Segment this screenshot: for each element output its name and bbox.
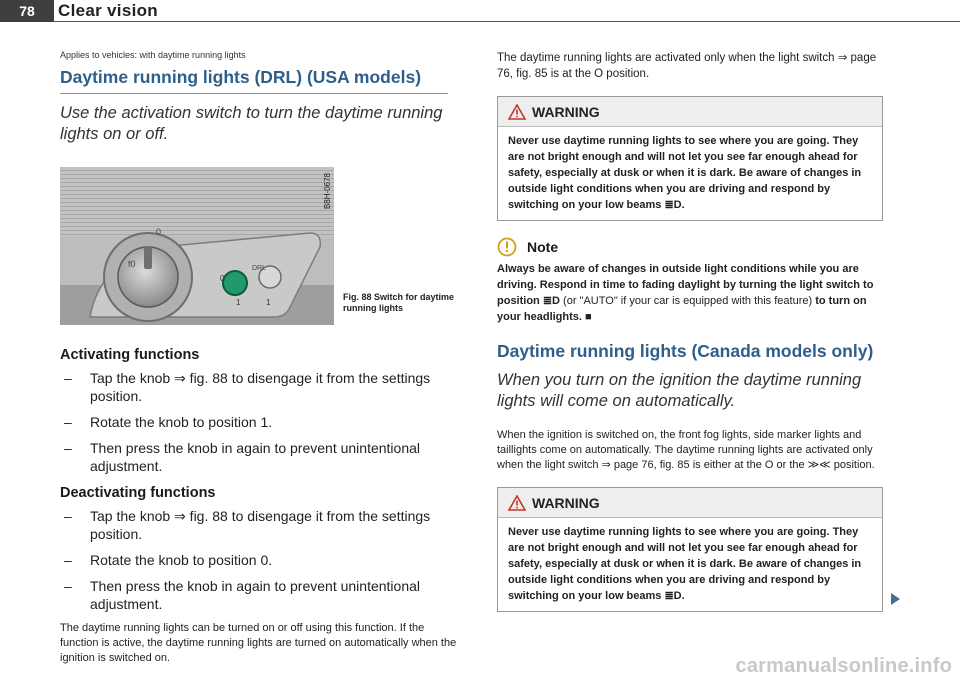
svg-text:1: 1: [236, 298, 241, 307]
activating-title: Activating functions: [60, 347, 200, 363]
list-item: – Tap the knob ⇒ fig. 88 to disengage it from the settings position.: [60, 507, 460, 543]
continue-arrow-icon[interactable]: [891, 593, 900, 605]
list-item: – Rotate the knob to position 1.: [60, 413, 460, 431]
deactivating-steps: [60, 507, 460, 613]
activating-steps: [60, 369, 460, 475]
note-title: Note: [527, 239, 559, 255]
section-title: Clear vision: [58, 1, 158, 20]
warning-title: WARNING: [532, 104, 600, 120]
note-text-bold: Always be aware of changes in outside light conditions while you are driving. Respond in time to fading daylight by turning the light switch to position ≣D: [497, 263, 874, 307]
svg-text:0: 0: [220, 274, 225, 283]
svg-text:f0: f0: [128, 259, 136, 269]
warning-title-2: WARNING: [532, 495, 600, 511]
svg-text:DRL: DRL: [252, 265, 267, 272]
warning-header: [498, 97, 882, 127]
page-number: 78: [0, 0, 54, 22]
note-exclamation-icon: [497, 237, 517, 257]
section-heading: Daytime running lights (DRL) (USA models): [60, 67, 448, 94]
list-item: – Then press the knob in again to prevent unintentional adjustment.: [60, 577, 460, 613]
note-header: [497, 237, 883, 257]
note-text: [497, 261, 883, 325]
note-text-normal: (or "AUTO" if your car is equipped with this feature): [560, 295, 816, 307]
intro-text: Use the activation switch to turn the daytime running lights on or off.: [60, 104, 443, 143]
note-text-bold-end: to turn on your headlights. ■: [497, 295, 867, 323]
canada-heading: Daytime running lights (Canada models only): [497, 341, 874, 361]
list-item: – Then press the knob in again to prevent unintentional adjustment.: [60, 439, 460, 475]
figure-code: B8H-0678: [323, 173, 332, 210]
right-column: [497, 50, 883, 612]
canada-lede: When you turn on the ignition the daytime running lights will come on automatically.: [497, 371, 862, 410]
deactivating-title: Deactivating functions: [60, 485, 216, 501]
left-column: [60, 50, 460, 666]
list-item: – Tap the knob ⇒ fig. 88 to disengage it from the settings position.: [60, 369, 460, 405]
warning-triangle-icon: [508, 104, 526, 120]
footer-paragraph: The daytime running lights can be turned on or off using this function. If the function is active, the daytime running lights are turned on automatically when the ignition is switched on.: [60, 622, 457, 664]
header-rule: [54, 21, 960, 22]
figure-caption: Fig. 88 Switch for daytime running lights: [343, 292, 455, 313]
svg-text:1: 1: [266, 298, 271, 307]
drl-switch-illustration: [60, 167, 334, 325]
canada-paragraph: When the ignition is switched on, the front fog lights, side marker lights and taillights come on automatically. The daytime running lights are activated only when the light switch ⇒ page 76, fig. 85 is either at the O or the ≫≪ position.: [497, 429, 875, 471]
svg-text:0: 0: [156, 227, 162, 237]
warning-box-2: [497, 487, 883, 612]
warning-header-2: [498, 488, 882, 518]
warning-text: Never use daytime running lights to see where you are going. They are not bright enough and will not let you see far enough ahead for safety, especially at dusk or when it is dark. Be aware of changes in outside light conditions when you are driving and respond by switching on your low beams ≣D.: [508, 135, 862, 211]
watermark: carmanualsonline.info: [735, 655, 952, 677]
warning-triangle-icon: [508, 495, 526, 511]
warning-text-2: Never use daytime running lights to see where you are going. They are not bright enough and will not let you see far enough ahead for safety, especially at dusk or when it is dark. Be aware of changes in outside light conditions when you are driving and respond by switching on your low beams ≣D.: [508, 526, 862, 602]
warning-box: [497, 96, 883, 221]
applies-to: Applies to vehicles: with daytime running lights: [60, 50, 246, 60]
note-block: [497, 237, 883, 325]
switch-figure: [60, 167, 334, 325]
list-item: – Rotate the knob to position 0.: [60, 551, 460, 569]
figure-block: [60, 167, 460, 337]
activation-paragraph: The daytime running lights are activated only when the light switch ⇒ page 76, fig. 85 is at the O position.: [497, 52, 877, 80]
